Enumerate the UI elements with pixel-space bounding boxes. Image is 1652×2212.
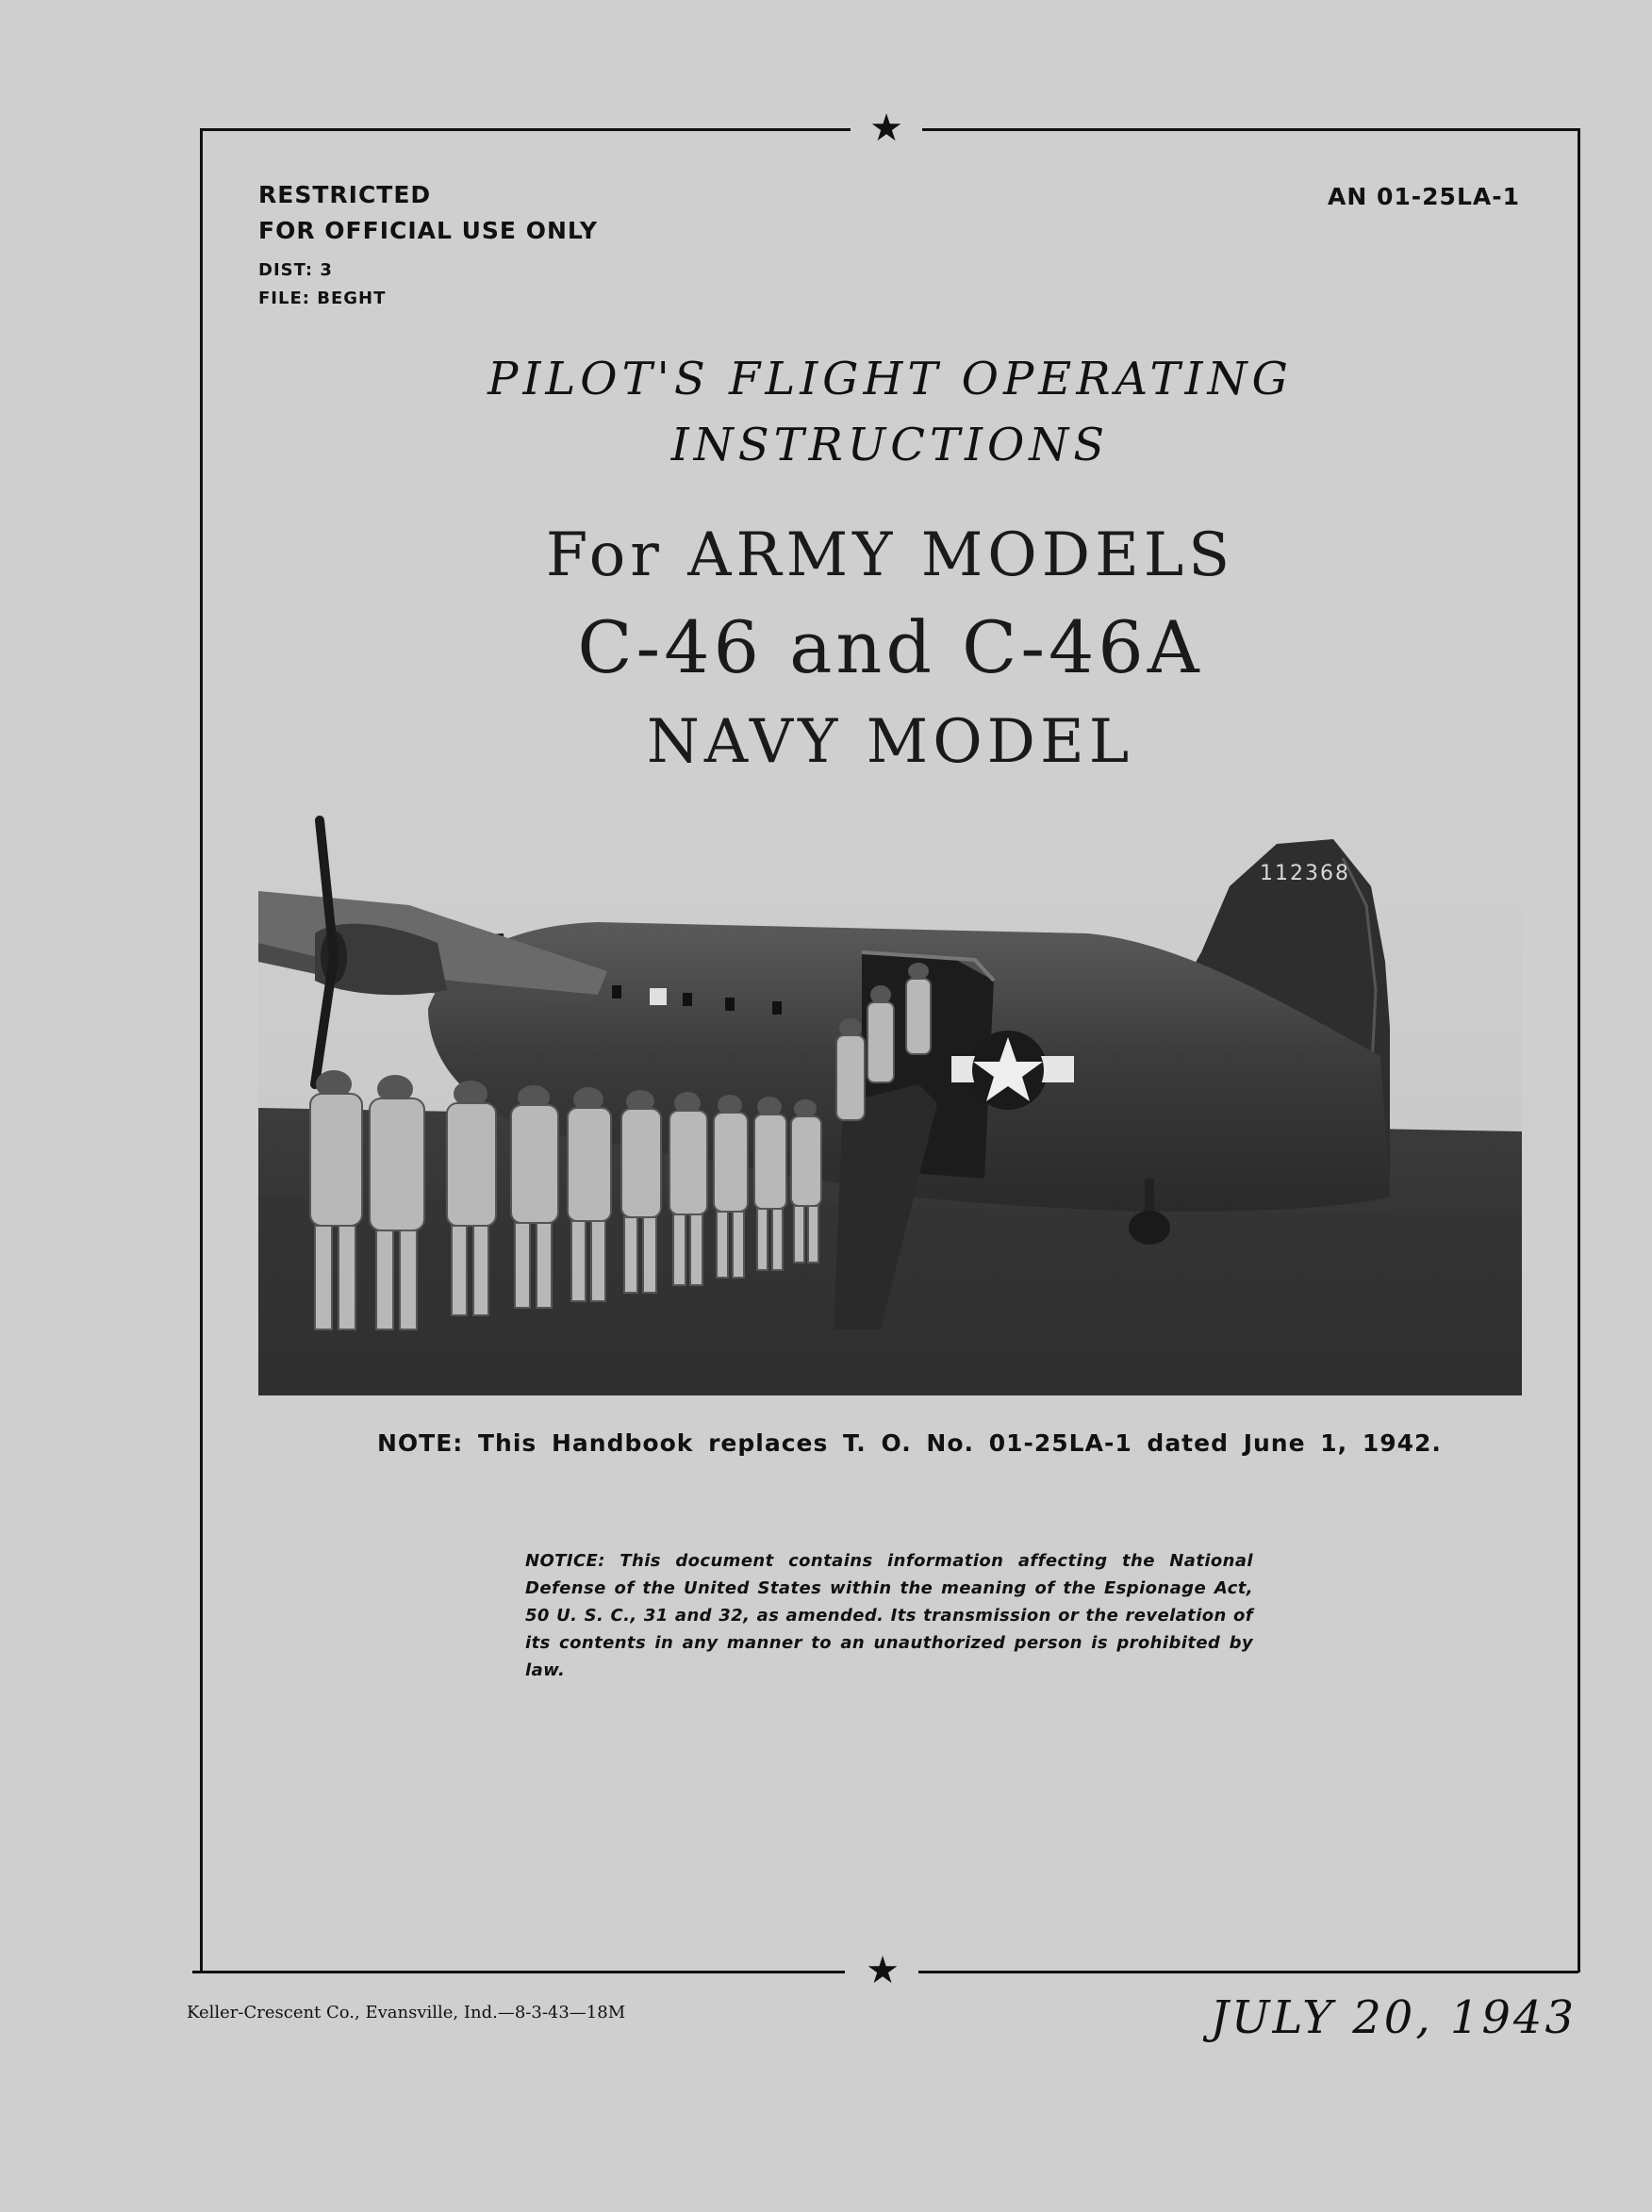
official-use-label: FOR OFFICIAL USE ONLY: [258, 217, 599, 244]
file-label: FILE: BEGHT: [258, 289, 387, 308]
frame-bottom-left-line: [192, 1971, 845, 1973]
frame-top-right-line: [922, 128, 1580, 131]
title-line-2: INSTRUCTIONS: [670, 419, 1110, 471]
restricted-label: RESTRICTED: [258, 181, 432, 208]
tail-number: 112368: [1260, 862, 1350, 885]
top-star-icon: ★: [869, 107, 903, 150]
frame-top-left-line: [200, 128, 851, 131]
navy-model-heading: NAVY MODEL: [646, 707, 1134, 777]
security-notice: NOTICE: This document contains information affecting the National Defense of the United States within the meaning of the Espionage Act, 50 U. S. C., 31 and 32, as amended. Its transmission or the revelation of its contents in any manner to an unauthorized person is prohibited by law.: [525, 1551, 1253, 1680]
printer-imprint: Keller-Crescent Co., Evansville, Ind.—8-3-43—18M: [187, 2003, 626, 2022]
landing-gear: [1129, 1211, 1170, 1245]
army-models: C-46 and C-46A: [577, 605, 1203, 689]
doc-number: AN 01-25LA-1: [1328, 183, 1520, 210]
frame-bottom-right-line: [918, 1971, 1578, 1973]
handbook-note: NOTE: This Handbook replaces T. O. No. 01-25LA-1 dated June 1, 1942.: [377, 1429, 1442, 1457]
army-models-heading: For ARMY MODELS: [545, 520, 1235, 590]
dist-label: DIST: 3: [258, 260, 333, 280]
bottom-star-icon: ★: [866, 1949, 900, 1992]
aircraft-photo: [258, 801, 1522, 1395]
title-line-1: PILOT'S FLIGHT OPERATING: [487, 353, 1293, 405]
publication-date: JULY 20, 1943: [1210, 1991, 1577, 2044]
